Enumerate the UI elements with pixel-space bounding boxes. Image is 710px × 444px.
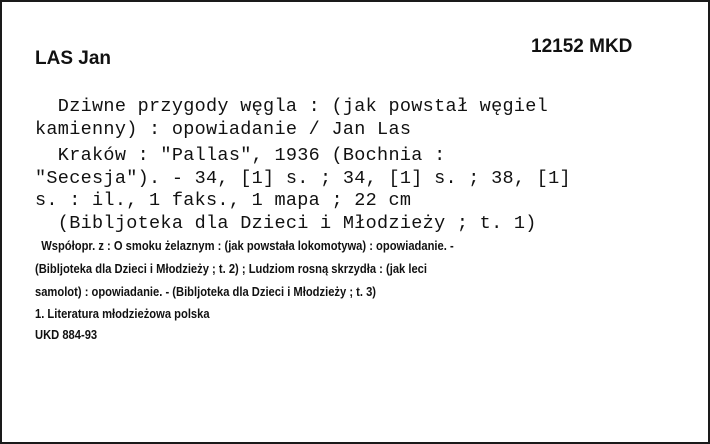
imprint-line-2: "Secesja"). - 34, [1] s. ; 34, [1] s. ; 38, [1]: [35, 168, 571, 189]
author-heading: LAS Jan: [35, 48, 112, 69]
series-statement: (Bibljoteka dla Dzieci i Młodzieży ; t. 1): [35, 213, 537, 234]
note-line-2: (Bibljoteka dla Dzieci i Młodzieży ; t. 2) ; Ludziom rosną skrzydła : (jak leci: [35, 261, 428, 276]
title-line-1: Dziwne przygody węgla : (jak powstał węgiel: [35, 96, 549, 117]
udc-classification: UKD 884-93: [35, 327, 98, 342]
imprint-line-1: Kraków : "Pallas", 1936 (Bochnia :: [35, 145, 446, 166]
title-line-2: kamienny) : opowiadanie / Jan Las: [35, 119, 412, 140]
note-line-1: Współopr. z : O smoku żelaznym : (jak powstała lokomotywa) : opowiadanie. -: [35, 238, 454, 253]
call-number: 12152 MKD: [531, 36, 633, 57]
subject-heading: 1. Literatura młodzieżowa polska: [35, 306, 210, 321]
note-line-3: samolot) : opowiadanie. - (Bibljoteka dla Dzieci i Młodzieży ; t. 3): [35, 284, 377, 299]
physical-description: s. : il., 1 faks., 1 mapa ; 22 cm: [35, 190, 412, 211]
